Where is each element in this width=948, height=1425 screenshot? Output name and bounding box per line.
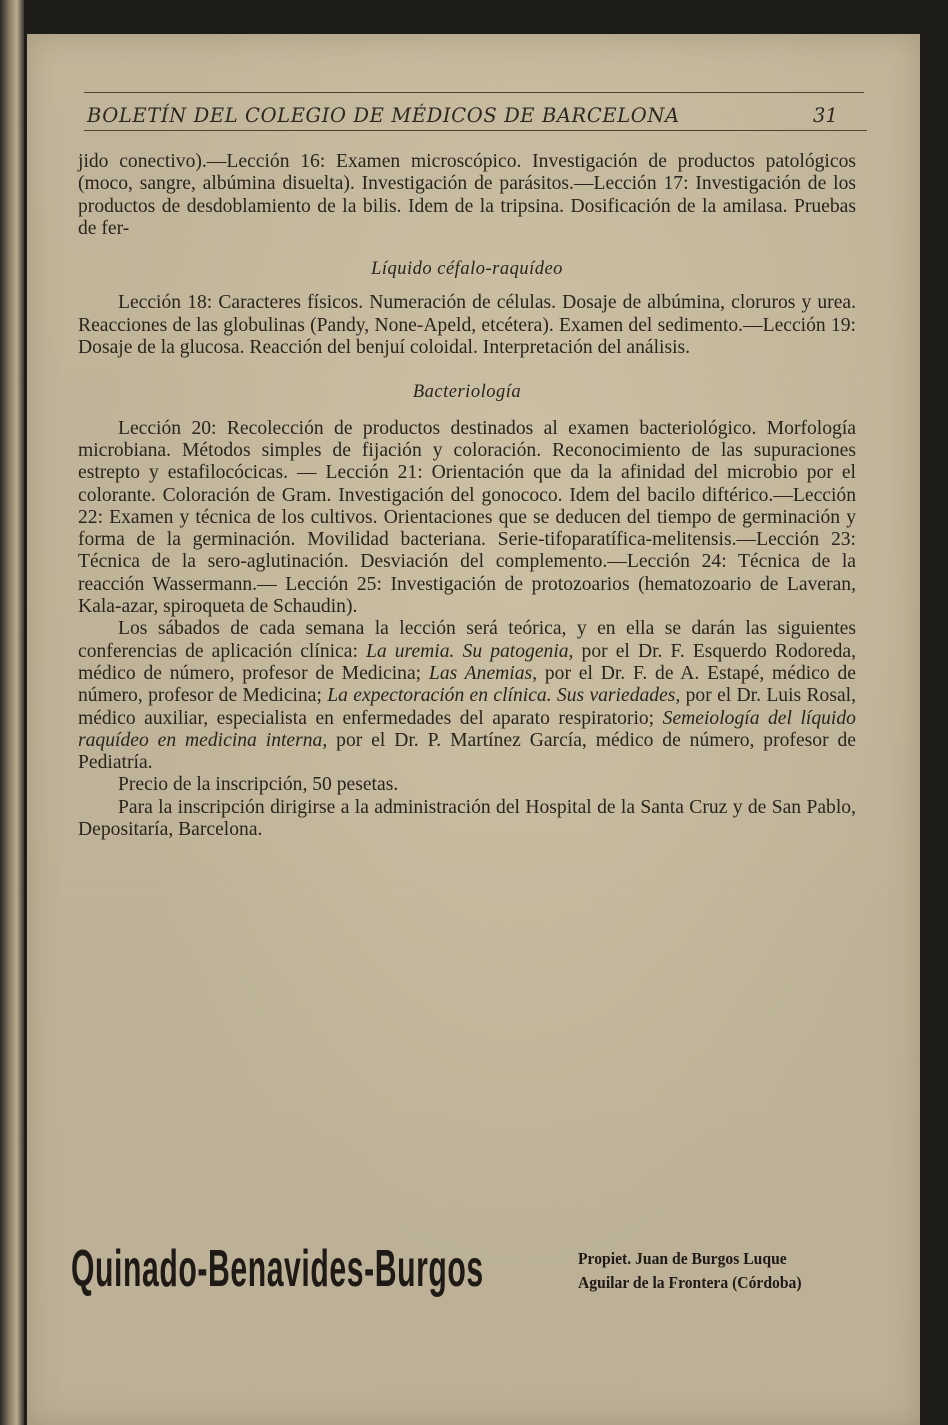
lecture-speaker-rosal: por el Dr. Luis Rosal, médico auxiliar, especialista en enfermedades del aparato respiratorio;: [78, 685, 857, 729]
conferencias-intro: Los sábados de cada semana la lección será teórica, y en ella se darán las siguientes conferencias de aplicación clínica:: [78, 618, 856, 662]
advert-details: [578, 1247, 873, 1295]
paragraph-liquido: Lección 18: Caracteres físicos. Numeración de células. Dosaje de albúmina, cloruros y urea. Reacciones de las globulinas (Pandy, None-Apeld, etcétera). Examen del sedimento.—Lección 19: Dosaje de la glucosa. Reacción del benjuí coloidal. Interpretación del análisis.: [78, 292, 856, 359]
paragraph-precio: Precio de la inscripción, 50 pesetas.: [118, 774, 399, 796]
lecture-speaker-esquerdo: por el Dr. F. Esquerdo Rodoreda, médico de número, profesor de Medicina;: [78, 640, 856, 684]
header-bottom-rule: [84, 130, 867, 131]
paragraph-inscripcion: Para la inscripción dirigirse a la administración del Hospital de la Santa Cruz y de San Pablo, Depositaría, Barcelona.: [78, 796, 856, 841]
document-page: [27, 34, 920, 1425]
paragraph-bacteriologia: Lección 20: Recolección de productos destinados al examen bacteriológico. Morfología microbiana. Métodos simples de fijación y coloración. Reconocimiento de las supuraciones estrepto y estafilocócicas. — Lección 21: Orientación que da la afinidad del microbio por el colorante. Coloración de Gram. Investigación del gonococo. Idem del bacilo diftérico.—Lección 22: Examen y técnica de los cultivos. Orientaciones que se deducen del tiempo de germinación y forma de la germinación. Movilidad bacteriana. Serie-tifoparatífica-melitensis.—Lección 23: Técnica de la sero-aglutinación. Desviación del complemento.—Lección 24: Técnica de la reacción Wassermann.— Lección 25: Investigación de protozoarios (hematozoario de Laveran, Kala-azar, spiroqueta de Schaudin).: [78, 417, 856, 618]
paragraph-continuation: jido conectivo).—Lección 16: Examen microscópico. Investigación de productos patológicos (moco, sangre, albúmina disuelta). Investigación de parásitos.—Lección 17: Investigación de los productos de desdoblamiento de la bilis. Idem de la tripsina. Dosificación de la amilasa. Pruebas de fer-: [78, 151, 856, 239]
lecture-title-expectoracion: La expectoración en clínica. Sus variedades,: [327, 685, 681, 707]
lecture-speaker-martinez: por el Dr. P. Martínez García, médico de número, profesor de Pediatría.: [78, 729, 856, 774]
advert-location: Aguilar de la Frontera (Córdoba): [578, 1273, 802, 1292]
header-top-rule: [84, 92, 864, 93]
advert-brand: Quinado-Benavides-Burgos: [71, 1240, 484, 1298]
lecture-speaker-estape: por el Dr. F. de A. Estapé, médico de número, profesor de Medicina;: [78, 662, 856, 707]
running-title: BOLETÍN DEL COLEGIO DE MÉDICOS DE BARCELONA: [87, 104, 680, 127]
paragraph-conferencias: [78, 618, 856, 774]
advert-proprietor: Propiet. Juan de Burgos Luque: [578, 1249, 787, 1268]
lecture-title-anemias: Las Anemias,: [428, 662, 538, 684]
section-heading-bacteriologia: Bacteriología: [412, 382, 522, 403]
lecture-title-uremia: La uremia. Su patogenia,: [365, 640, 574, 662]
book-spine: [0, 0, 24, 1425]
section-heading-liquido: Líquido céfalo-raquídeo: [371, 259, 563, 280]
lecture-title-semeiologia: Semeiología del líquido raquídeo en medicina interna,: [78, 707, 856, 751]
article-body: [78, 151, 856, 841]
page-number: 31: [813, 104, 838, 127]
